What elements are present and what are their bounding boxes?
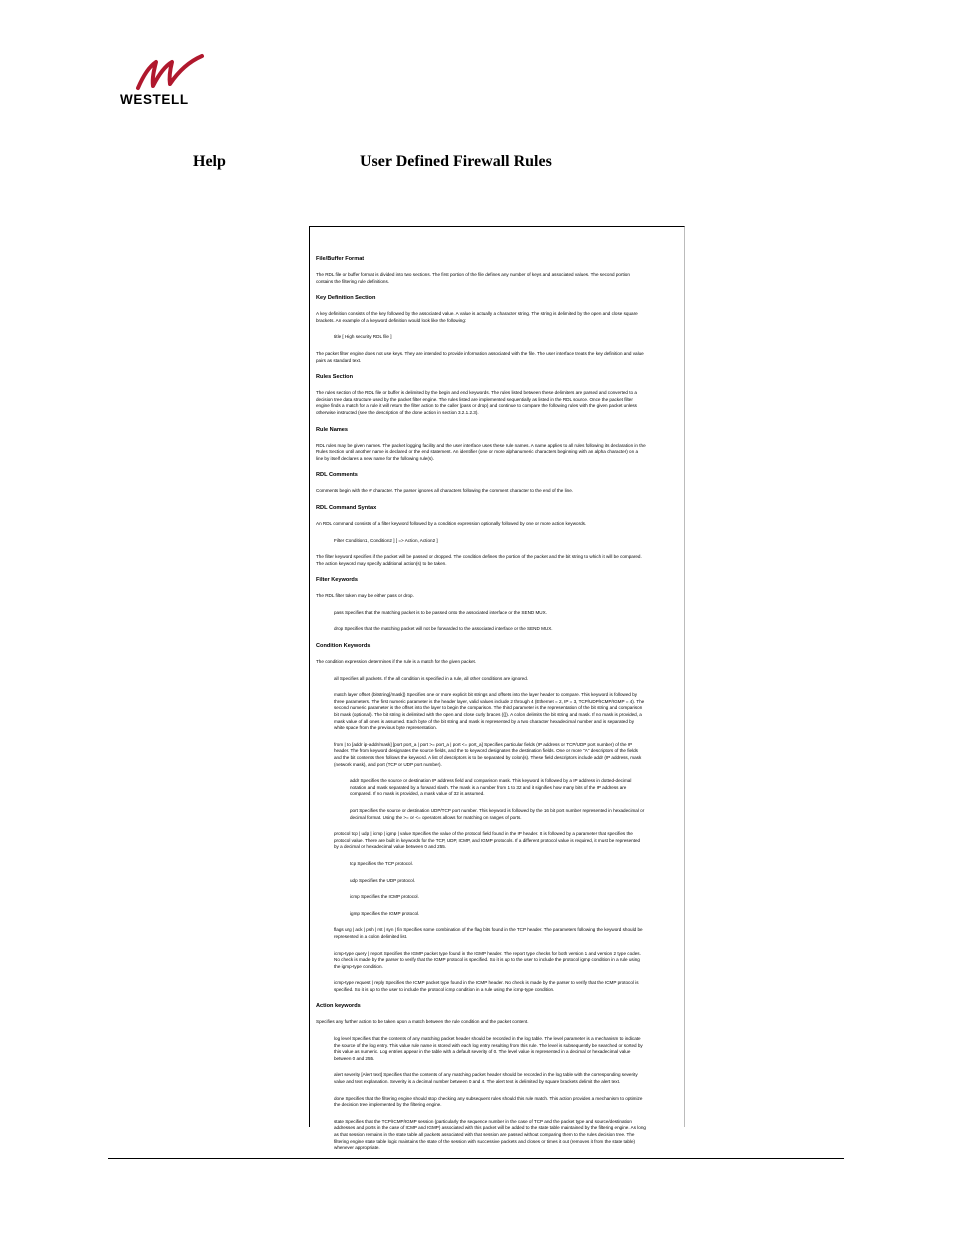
keyword-item: udp Specifies the UDP protocol. (350, 877, 416, 883)
keyword-item: icmp-type query | report Specifies the IGMP packet type found in the IGMP header. The report type checks for both version 1 and version 2 type codes. No check is made by the parser to verify that the IGMP protocol is specified. So it is up to the user to include the protocol igmp condition in a rule using the igmp-type condition. (334, 950, 641, 969)
paragraph: The RDL filter token may be either pass or drop. (316, 593, 414, 599)
keyword-item: state Specifies that the TCP/ICMP/IGMP session (particularly the sequence number in the case of TCP and the packet type and source/destination addresses and ports in the case of ICMP and IGMP) associated with this packet will be added to the state table maintained by the filtering engine. As long as that session remains in the state table all packets associated with that session are passed without comparing them to the rules decision tree. The filtering engine state table logic maintains the state of the session with successive packets and closes or times it out (removes it from the state table) whenever appropriate. (334, 1118, 646, 1151)
paragraph: The packet filter engine does not use keys. They are intended to provide information associated with the file. The user interface treats the key definition and value pairs as standard text. (316, 350, 644, 363)
help-label: Help (193, 153, 226, 170)
keyword-item: pass Specifies that the matching packet is to be passed onto the associated interface or the SEND MUX. (334, 609, 547, 615)
keyword-item: igmp Specifies the IGMP protocol. (350, 910, 420, 916)
westell-logo (118, 52, 208, 108)
example-line: title [ High security RDL file ] (334, 334, 392, 340)
keyword-item: icmp Specifies the ICMP protocol. (350, 894, 419, 900)
section-title: Key Definition Section (316, 295, 376, 302)
help-document-screenshot (309, 226, 685, 1151)
keyword-item: port Specifies the source or destination UDP/TCP port number. This keyword is followed by the 16 bit port number represented in hexadecimal or decimal format. Using the >= or <= operators allows for matching on ranges of ports. (350, 807, 645, 820)
section-title: Action keywords (316, 1003, 361, 1010)
page-title: User Defined Firewall Rules (360, 153, 552, 170)
keyword-item: log level Specifies that the contents of any matching packet header should be recorded in the log table. The level parameter is a mechanism to indicate the source of the log entry. This value rule name is stored with each log entry resulting from this rule. The level is subsequently be searched or sorted by this value as numeric. Log entries appear in the table with a default severity of 0. The level value is represented in a decimal or hexadecimal value between 0 and 255. (334, 1036, 643, 1061)
paragraph: A key definition consists of the key followed by the associated value. A value is actually a character string. The string is delimited by the open and close square brackets. An example of a keyword definition would look like the following: (316, 311, 638, 323)
section-title: Filter Keywords (316, 577, 358, 584)
paragraph: The RDL file or buffer format is divided into two sections. The first portion of the file defines any number of keys and associated values. The second portion contains the filtering rule definitions. (316, 272, 630, 284)
section-title: Rules Section (316, 374, 353, 381)
footer-divider (108, 1158, 844, 1159)
keyword-item: icmp-type request | reply Specifies the ICMP packet type found in the ICMP header. No check is made by the parser to verify that the ICMP protocol is specified. So it is up to the user to include the protocol icmp condition in a rule using the icmp-type condition. (334, 980, 639, 992)
section-title: Condition Keywords (316, 643, 371, 650)
section-title: Rule Names (316, 426, 349, 433)
keyword-item: protocol tcp | udp | icmp | igmp | value Specifies the value of the protocol field found in the IP header. It is followed by a parameter that specifies the protocol value. There are built in keywords for the TCP, UDP, ICMP, and IGMP protocols. If a different protocol value is required, it must be represented by a decimal or hexadecimal value between 0 and 255. (334, 831, 641, 850)
paragraph: The rules section of the RDL file or buffer is delimited by the begin and end keywords. The rules listed between these delimiters are parsed and converted to a decision tree data structure used by the packet filter engine. The rules listed are implemented sequentially as listed in the RDL source. Once the packet filter engine finds a match for a rule it will return the filter action to the caller (pass or drop) and continue to compare the following rules with the given packet unless otherwise instructed (see the description of the done action in section 3.2.1.2.3). (316, 390, 637, 415)
brand-name: WESTELL (120, 92, 189, 107)
keyword-item: all Specifies all packets. If the all condition is specified in a rule, all other conditions are ignored. (334, 675, 529, 681)
paragraph: An RDL command consists of a filter keyword followed by a condition expression optionally followed by one or more action keywords. (316, 520, 587, 526)
keyword-item: drop Specifies that the matching packet will not be forwarded to the associated interface or the SEND MUX. (334, 626, 553, 632)
example-line: Filter Condition1, Condition2 ] [ => Action, Action2 ] (334, 537, 438, 543)
keyword-item: alert severity [Alert text] Specifies that the contents of any matching packet header should be recorded in the log table with the corresponding severity value and text explanation. Severity is a decimal number between 0 and 4. The alert text is delimited by square brackets delimit the alert text. (334, 1072, 638, 1085)
section-title: File/Buffer Format (316, 256, 365, 262)
keyword-item: flags urg | ack | psh | rst | syn | fin Specifies some combination of the flag bits found in the TCP header. The parameters following the keyword should be represented in a colon delimited list. (334, 927, 643, 939)
keyword-item: tcp Specifies the TCP protocol. (350, 860, 413, 866)
paragraph: Specifies any further action to be taken upon a match between the rule condition and the packet content. (316, 1019, 529, 1025)
paragraph: The condition expression determines if the rule is a match for the given packet. (316, 659, 477, 665)
paragraph: Comments begin with the # character. The parser ignores all characters following the comment character to the end of the line. (316, 488, 574, 494)
keyword-item: from | to [addr ip-addr/mask] [port port_a | port >= port_a | port <= port_a] Specifies particular fields (IP address or TCP/UDP port number) of the IP header. The from keyword designates the source fields, and the to keyword designates the destination fields. One or more "A" descriptors of the fields and the bit contents then follows the keyword. A list of descriptors is to be separated by colon(s). These field descriptors include addr (IP address, mask (network mask), and port (TCP or UDP port number). (334, 741, 642, 767)
section-title: RDL Command Syntax (316, 504, 377, 511)
paragraph: RDL rules may be given names. The packet logging facility and the user interface uses these rule names. A name applies to all rules following its declaration in the Rules Section until another name is declared or the end statement. An identifier (one or more alphanumeric characters beginning with an alpha character) on a line by itself declares a new name for the following rule(s). (316, 442, 646, 461)
keyword-item: done Specifies that the filtering engine should stop checking any subsequent rules should this rule match. This action provides a mechanism to optimize the decision tree implemented by the filtering engine. (334, 1095, 643, 1108)
section-title: RDL Comments (316, 472, 358, 479)
keyword-item: addr Specifies the source or destination IP address field and comparison mask. This keyword is followed by a IP address in dotted-decimal notation and mask separated by a forward slash. The mask is a number from 1 to 32 and it signifies how many bits of the IP address are compared. If no mask is provided, a mask value of 32 is assumed. (350, 778, 632, 797)
westell-swoosh-icon (134, 52, 204, 92)
keyword-item: match layer offset (bitstring[/mask]) Specifies one or more explicit bit strings and offsets into the layer header to compare. This keyword is followed by three parameters. The first numeric parameter is the header layer, valid values include 2 through 4 (Ethernet = 2, IP = 3, TCP/UDP/ICMP/IGMP = 4). The second numeric parameter is the offset into the layer to begin the comparison. The third parameter is the representation of the bit string and comparison bit mask (optional). The bit string is delimited with the open and close curly braces ({}). A colon delimits the bit string and mask. If no mask is provided, a mask value of all ones is assumed. Each byte of the bit string and mask is represented by a two character hexadecimal number and is separated by white space from the previous byte representation. (334, 692, 645, 731)
paragraph: The filter keyword specifies if the packet will be passed or dropped. The condition defines the portion of the packet and the bit string to which it will be compared. The action keyword may specify additional action(s) to be taken. (316, 554, 642, 566)
